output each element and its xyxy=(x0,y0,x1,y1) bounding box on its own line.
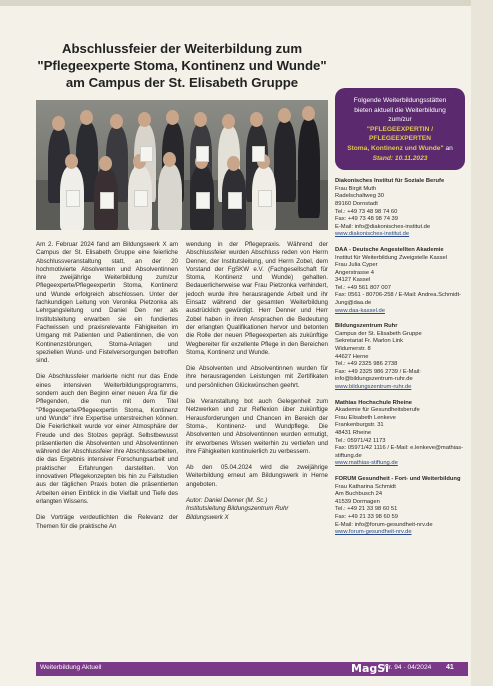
photo-certificate xyxy=(252,146,265,162)
institute-line: 34127 Kassel xyxy=(335,277,371,284)
photo-certificate xyxy=(100,192,114,209)
photo-certificate xyxy=(258,190,272,207)
photo-person-head xyxy=(163,152,176,167)
photo-certificate xyxy=(196,146,209,162)
institute-entry xyxy=(335,247,465,315)
article-paragraph: Die Absolventen und Absolventinnen wurden für ihre herausragenden Leistungen mit Zertifikaten und persönlichen Glückwünschen geehrt. xyxy=(186,365,328,389)
institute-entry xyxy=(335,323,465,391)
page-number: 41 xyxy=(446,664,454,671)
institute-line: Fax: 05971/42 1116 / E-Mail: e.lenkeve@mathias-stiftung.de xyxy=(335,445,464,459)
footer-section: Weiterbildung Aktuell xyxy=(40,664,102,671)
headline-line-1: Abschlussfeier der Weiterbildung zum xyxy=(61,41,303,56)
headline-line-3: am Campus der St. Elisabeth Gruppe xyxy=(65,75,299,90)
photo-person-head xyxy=(222,114,235,129)
callout-line: bieten aktuell die Weiterbildung xyxy=(354,106,446,114)
sidebar xyxy=(335,88,465,545)
author-role: Institutsleitung Bildungszentrum Ruhr xyxy=(186,505,289,513)
institute-line: Frankenburgstr. 31 xyxy=(335,422,384,429)
institute-line: Sekretariat Fr. Marlon Link xyxy=(335,338,403,345)
institute-link[interactable]: www.daa-kassel.de xyxy=(335,307,385,314)
photo-certificate xyxy=(134,190,148,207)
institute-line: Frau Julia Cyper xyxy=(335,262,378,269)
page-edge xyxy=(471,0,493,686)
photo-person-head xyxy=(227,156,240,171)
photo-person-head xyxy=(250,112,263,127)
institute-name: FORUM Gesundheit - Fort- und Weiterbildung xyxy=(335,475,461,482)
article-headline xyxy=(36,40,328,91)
institute-list xyxy=(335,178,465,537)
institute-line: Tel.: +49 21 33 98 60 51 xyxy=(335,506,398,513)
photo-person xyxy=(298,118,320,218)
footer-issue: Nr. 94 · 04/2024 xyxy=(384,664,432,671)
callout-stand: Stand: 10.11.2023 xyxy=(372,154,428,162)
institute-entry xyxy=(335,178,465,239)
photo-certificate xyxy=(66,190,80,207)
institute-line: E-Mail: info@diakonisches-institut.de xyxy=(335,223,431,230)
author-name: Autor: Daniel Denner (M. Sc.) xyxy=(186,497,268,505)
institute-line: Tel.: 05971/42 1173 xyxy=(335,437,386,444)
callout-highlight: Stoma, Kontinenz und Wunde" xyxy=(347,144,444,152)
photo-person-head xyxy=(110,114,123,129)
institute-line: Am Buchbusch 24 xyxy=(335,491,383,498)
photo-certificate xyxy=(196,192,210,209)
top-rule xyxy=(0,0,493,6)
institute-line: E-Mail: info@forum-gesundheit-nrv.de xyxy=(335,521,433,528)
photo-certificate xyxy=(228,192,242,209)
institute-line: Fax: +49 2325 986 2739 / E-Mail: info@bildungszentrum-ruhr.de xyxy=(335,368,421,383)
institute-name: Mathias Hochschule Rheine xyxy=(335,399,412,406)
institute-line: Widumerstr. 8 xyxy=(335,346,371,353)
headline-line-2: "Pflegeexperte Stoma, Kontinenz und Wunde" xyxy=(37,58,327,73)
article-paragraph: Die Vorträge verdeutlichten die Relevanz der Themen für die praktische An xyxy=(36,514,178,530)
article-paragraph: Am 2. Februar 2024 fand am Bildungswerk X am Campus der St. Elisabeth Gruppe eine feierliche Abschlussveranstaltung statt, an der 20 hochmotivierte Absolventen und Absolventinnen ihre zweijährige Weiterbildung zum/zur Pflegeexperte/Pflegeexpertin Stoma, Kontinenz und Wunde erfolgreich abschlossen. Unter der fachkundigen Leitung von Veronika Pietzonka als Lehrgangsleitung und Daniel Den ner als Institutsleitung erwarben sie ein fundiertes Fachwissen und praxisrelevante Fähigkeiten im Umgang mit Patienten und Patientinnen, die von Kontinenzstörungen, Stoma-Anlagen und speziellen Wund- und Fistelversorgungen betroffen sind. xyxy=(36,241,178,365)
institute-line: Tel.: +49 73 48 98 74 60 xyxy=(335,208,398,215)
institute-line: Frau Elisabeth Lenkeve xyxy=(335,414,396,421)
institute-line: Radelschaltweg 30 xyxy=(335,193,384,200)
callout-line: Folgende Weiterbildungsstätten xyxy=(353,97,447,104)
photo-person-head xyxy=(194,112,207,127)
institute-line: 89160 Dornstadt xyxy=(335,200,378,207)
institute-link[interactable]: www.diakonisches-institut.de xyxy=(335,231,410,238)
article-paragraph: wendung in der Pflegepraxis. Während der Abschlussfeier wurden Abschluss reden von Herrn Denner, der Institutsleitung, und Herrn Zobel, dem Vorstand der FgSKW e.V. (Fachgesellschaft für Stoma, Kontinenz und Wunde) gehalten. Bedauerlicherweise war Frau Pietzonka verhindert, jedoch wurde ihre herausragende Arbeit und ihr Einsatz während der gesamten Weiterbildung ausdrücklich gewürdigt. Herr Denner und Herr Zobel haben in ihren Ansprachen die Bedeutung der erlangten Qualifikationen hervor und betonten die Rolle der neuen Pflegeexperten als zukünftige Wegbereiter für exzellente Pflege in den Bereichen Stoma, Kontinenz und Wunde. xyxy=(186,241,328,356)
institute-line: Tel.: +49 2325 986 2738 xyxy=(335,361,398,368)
photo-person xyxy=(274,120,296,202)
page-footer xyxy=(36,662,468,676)
photo-person-head xyxy=(99,156,112,171)
institute-line: Tel.: +49 561 807 007 xyxy=(335,284,391,291)
callout-highlight: "PFLEGEEXPERTIN / PFLEGEEXPERTEN xyxy=(366,125,434,143)
article-author xyxy=(186,497,328,522)
group-photo xyxy=(36,100,328,230)
institute-line: Angerstrasse 4 xyxy=(335,269,374,276)
photo-person-head xyxy=(138,112,151,127)
institute-line: 41539 Dormagen xyxy=(335,498,380,505)
article-paragraph: Die Veranstaltung bot auch Gelegenheit zum Netzwerken und zur Reflexion über zukünftige Herausforderungen und Chancen im Bereich der Stoma-, Kontinenz- und Wundpflege. Die Absolventen und Absolventinnen wurden ermutigt, ihr erworbenes Wissen weiterhin zu vertiefen und ihre Fähigkeiten kontinuierlich zu verbessern. xyxy=(186,398,328,455)
institute-line: 48431 Rheine xyxy=(335,429,372,436)
photo-person-head xyxy=(278,108,291,123)
article-paragraph: Die Abschlussfeier markierte nicht nur das Ende eines intensiven Weiterbildungsprogramms, sondern auch den Beginn einer neuen Ära für die Pflegenden, die nun mit dem Titel "Pflegeexperte/Pflegeexpertin Stoma, Kontinenz und Wunde" ihre Expertise unterstreichen können. Die Feierlichkeit wurde vor einer Atmosphäre der Freude und des Stolzes geprägt. Selbstbewusst präsentierten die Absolventen und Absolventinnen während der Abschlussfeier ihre Abschlussarbeiten, die das Ergebnis intensiver Forschungsarbeit und praktischer Erfahrungen darstellten. Von innovativen Pflegekonzepten bis hin zu Fallstudien aus der täglichen Praxis boten die präsentierten Arbeiten einen Einblick in die Vielfalt und Tiefe des erlangten Wissens. xyxy=(36,373,178,505)
institute-name: DAA - Deutsche Angestellten Akademie xyxy=(335,246,444,253)
magazine-logo: MagSi xyxy=(351,662,389,675)
institute-line: Akademie für Gesundheitsberufe xyxy=(335,407,420,414)
institute-line: Fax: +49 73 48 98 74 39 xyxy=(335,216,399,223)
photo-person-head xyxy=(52,116,65,131)
institute-line: Campus der St. Elisabeth Gruppe xyxy=(335,330,422,337)
photo-person-head xyxy=(80,110,93,125)
photo-person-head xyxy=(302,106,315,121)
article-column-2 xyxy=(186,241,328,530)
institute-line: Fax: 0561 - 80706-258 / E-Mail: Andrea.Schmidt-Jung@daa.de xyxy=(335,292,461,307)
photo-person-head xyxy=(166,110,179,125)
institute-link[interactable]: www.bildungszentrum-ruhr.de xyxy=(335,384,412,390)
institute-line: Frau Katharina Schmidt xyxy=(335,483,396,490)
photo-person-head xyxy=(65,154,78,169)
institute-line: 44627 Herne xyxy=(335,353,369,360)
institute-line: Fax: +49 21 33 98 60 59 xyxy=(335,513,399,520)
article-column-1 xyxy=(36,241,178,539)
author-org: Bildungswerk X xyxy=(186,513,229,521)
callout-line: an xyxy=(445,144,453,152)
callout-line: zum/zur xyxy=(388,116,412,124)
photo-person xyxy=(158,164,182,230)
institute-line: Institut für Weiterbildung Zweigstelle Kassel xyxy=(335,254,448,261)
institute-line: Frau Birgit Muth xyxy=(335,185,377,192)
institute-link[interactable]: www.forum-gesundheit-nrv.de xyxy=(335,529,412,536)
institute-entry xyxy=(335,476,465,537)
callout-box xyxy=(335,88,465,170)
institute-name: Bildungszentrum Ruhr xyxy=(335,323,398,330)
institute-name: Diakonisches Institut für Soziale Berufe xyxy=(335,178,445,185)
photo-certificate xyxy=(140,146,153,162)
institute-entry xyxy=(335,400,465,468)
institute-link[interactable]: www.mathias-stiftung.de xyxy=(335,460,398,467)
article-paragraph: Ab den 05.04.2024 wird die zweijährige Weiterbildung erneut am Bildungswerk in Herne angeboten. xyxy=(186,464,328,488)
